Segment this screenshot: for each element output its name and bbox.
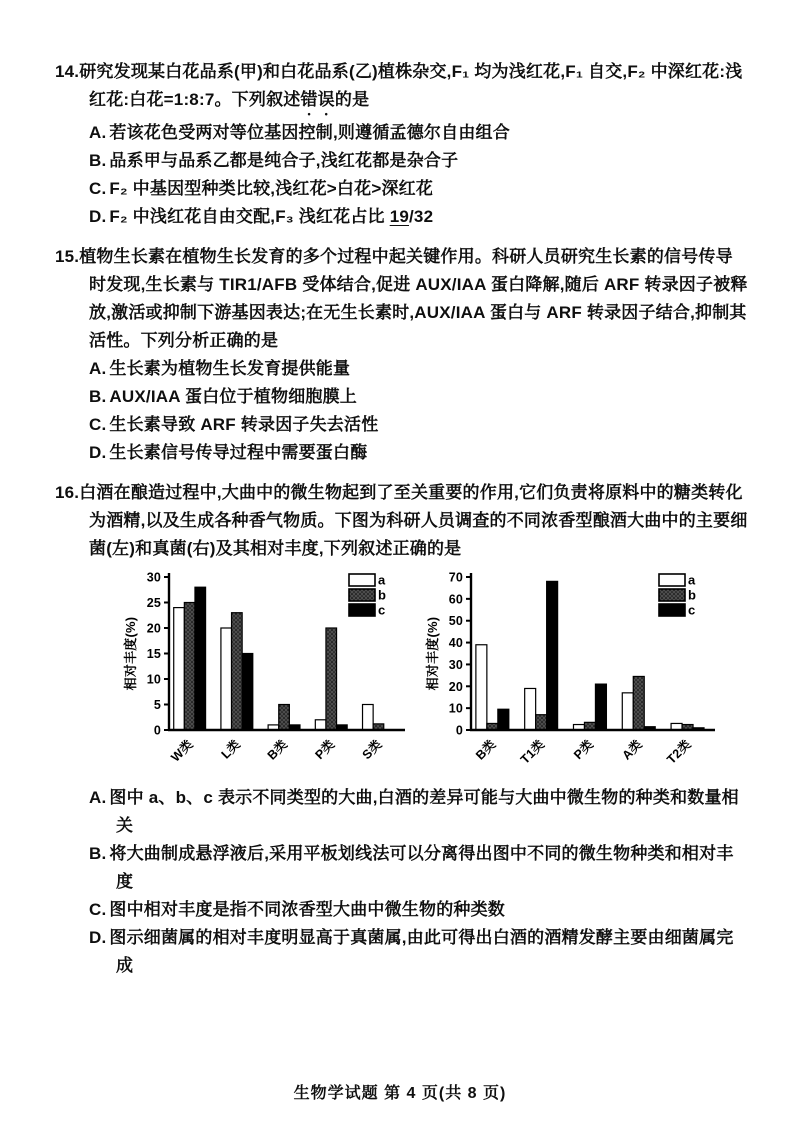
legend-label-a: a (688, 572, 696, 588)
option-text: 生长素信号传导过程中需要蛋白酶 (109, 443, 368, 462)
option-label: A. (89, 788, 107, 807)
option-text: 图中 a、b、c 表示不同类型的大曲,白酒的差异可能与大曲中微生物的种类和数量相关 (109, 788, 739, 835)
option-text-tail: /32 (409, 207, 434, 226)
question-14-emphasized-word: 错误 (300, 90, 335, 109)
y-tick-label: 15 (146, 647, 161, 661)
legend-label-c: c (378, 602, 386, 618)
question-15-option-a (89, 355, 750, 383)
question-14-stem-tail: 的是 (334, 90, 370, 109)
y-tick-label: 25 (146, 596, 161, 610)
option-text: 品系甲与品系乙都是纯合子,浅红花都是杂合子 (109, 151, 459, 170)
legend-label-b: b (688, 587, 697, 603)
option-label: D. (89, 928, 107, 947)
bar-b-L类 (232, 613, 243, 730)
y-tick-label: 0 (153, 723, 161, 738)
option-label: C. (89, 900, 107, 919)
question-15-option-c (89, 411, 750, 439)
question-15-stem (55, 243, 750, 355)
question-16-option-b (89, 840, 750, 896)
question-16-charts (123, 569, 750, 776)
x-tick-label: W类 (168, 737, 196, 765)
question-15-stem-text: 植物生长素在植物生长发育的多个过程中起关键作用。科研人员研究生长素的信号传导时发现,生长素与 TIR1/AFB 受体结合,促进 AUX/IAA 蛋白降解,随后 ARF 转录因子被释放,激活或抑制下游基因表达;在无生长素时,AUX/IAA 蛋白与 ARF 转录因子结合,抑制其活性。下列分析正确的是 (79, 247, 748, 350)
question-15-option-b (89, 383, 750, 411)
option-label: B. (89, 151, 107, 170)
option-text: F₂ 中浅红花自由交配,F₃ 浅红花占比 (109, 207, 390, 226)
option-label: B. (89, 844, 107, 863)
option-text: F₂ 中基因型种类比较,浅红花>白花>深红花 (109, 179, 434, 198)
legend-swatch-b (659, 589, 685, 601)
question-16-stem (55, 479, 750, 563)
bar-c-T1类 (547, 581, 558, 730)
question-14-stem (55, 58, 750, 119)
x-tick-label: P类 (571, 737, 597, 763)
bar-a-L类 (221, 628, 232, 730)
bar-b-B类 (279, 705, 290, 731)
page-footer: 生物学试题 第 4 页(共 8 页) (293, 1085, 507, 1102)
option-text: 生长素导致 ARF 转录因子失去活性 (109, 415, 379, 434)
question-14-stem-text: 研究发现某白花品系(甲)和白花品系(乙)植株杂交,F₁ 均为浅红花,F₁ 自交,F₂ 中深红花:浅红花:白花=1:8:7。下列叙述 (79, 62, 743, 109)
option-text: 生长素为植物生长发育提供能量 (109, 359, 351, 378)
bar-b-P类 (326, 628, 337, 730)
legend-swatch-c (659, 604, 685, 616)
legend-swatch-b (349, 589, 375, 601)
bar-b-A类 (633, 676, 644, 730)
option-text: 图示细菌属的相对丰度明显高于真菌属,由此可得出白酒的酒精发酵主要由细菌属完成 (109, 928, 734, 975)
option-text: 图中相对丰度是指不同浓香型大曲中微生物的种类数 (109, 900, 506, 919)
bar-b-W类 (184, 603, 195, 731)
y-tick-label: 0 (455, 723, 463, 738)
question-15 (55, 243, 750, 467)
x-tick-label: B类 (264, 737, 291, 763)
x-tick-label: T2类 (664, 737, 694, 767)
x-tick-label: T1类 (517, 737, 548, 767)
option-text: 若该花色受两对等位基因控制,则遵循孟德尔自由组合 (109, 123, 510, 142)
question-14-option-a (89, 119, 750, 147)
question-14-option-b (89, 147, 750, 175)
legend-label-b: b (378, 587, 387, 603)
option-label: A. (89, 359, 107, 378)
legend-label-c: c (688, 602, 696, 618)
bar-c-P类 (595, 684, 606, 730)
y-tick-label: 30 (146, 570, 161, 585)
question-14 (55, 58, 750, 231)
bar-a-A类 (622, 693, 633, 730)
y-tick-label: 70 (448, 570, 463, 585)
question-15-option-d (89, 439, 750, 467)
option-label: D. (89, 443, 107, 462)
option-text: AUX/IAA 蛋白位于植物细胞膜上 (109, 387, 357, 406)
y-tick-label: 60 (448, 592, 463, 607)
x-tick-label: B类 (473, 737, 499, 763)
y-tick-label: 20 (146, 621, 161, 636)
legend-swatch-a (349, 574, 375, 586)
option-label: D. (89, 207, 107, 226)
y-tick-label: 10 (146, 672, 161, 687)
bar-c-L类 (242, 654, 253, 731)
bar-a-P类 (315, 720, 326, 730)
x-tick-label: A类 (619, 737, 645, 763)
question-15-number: 15. (55, 247, 80, 266)
y-tick-label: 30 (448, 657, 463, 672)
bar-c-W类 (195, 587, 206, 730)
x-tick-label: S类 (359, 737, 385, 763)
legend-swatch-a (659, 574, 685, 586)
option-label: B. (89, 387, 107, 406)
option-text: 将大曲制成悬浮液后,采用平板划线法可以分离得出图中不同的微生物种类和相对丰度 (109, 844, 734, 891)
bar-a-W类 (174, 608, 185, 730)
question-16-option-c (89, 896, 750, 924)
question-16-number: 16. (55, 483, 80, 502)
bar-a-T1类 (525, 688, 536, 730)
option-label: C. (89, 179, 107, 198)
legend-swatch-c (349, 604, 375, 616)
question-16-option-d (89, 924, 750, 980)
question-16-stem-text: 白酒在酿造过程中,大曲中的微生物起到了至关重要的作用,它们负责将原料中的糖类转化为酒精,以及生成各种香气物质。下图为科研人员调查的不同浓香型酿酒大曲中的主要细菌(左)和真菌(右)及其相对丰度,下列叙述正确的是 (79, 483, 748, 558)
bar-a-B类 (476, 645, 487, 730)
legend-label-a: a (378, 572, 386, 588)
y-tick-label: 20 (448, 679, 463, 694)
question-14-option-c (89, 175, 750, 203)
bar-a-S类 (363, 705, 374, 731)
option-label: A. (89, 123, 107, 142)
bar-c-B类 (498, 709, 509, 730)
x-tick-label: P类 (312, 737, 338, 763)
question-14-option-d (89, 203, 750, 231)
y-tick-label: 40 (448, 636, 463, 651)
fungi-bar-chart (425, 569, 721, 776)
bar-b-T1类 (536, 715, 547, 730)
question-16 (55, 479, 750, 980)
question-14-number: 14. (55, 62, 80, 81)
question-16-option-a (89, 784, 750, 840)
y-tick-label: 10 (448, 701, 463, 716)
y-tick-label: 50 (448, 614, 463, 629)
y-tick-label: 5 (153, 698, 161, 712)
bacteria-bar-chart (123, 569, 411, 776)
y-axis-label: 相对丰度(%) (425, 616, 440, 691)
underlined-numerator: 19 (389, 207, 409, 226)
option-label: C. (89, 415, 107, 434)
x-tick-label: L类 (218, 737, 243, 762)
y-axis-label: 相对丰度(%) (123, 616, 138, 691)
